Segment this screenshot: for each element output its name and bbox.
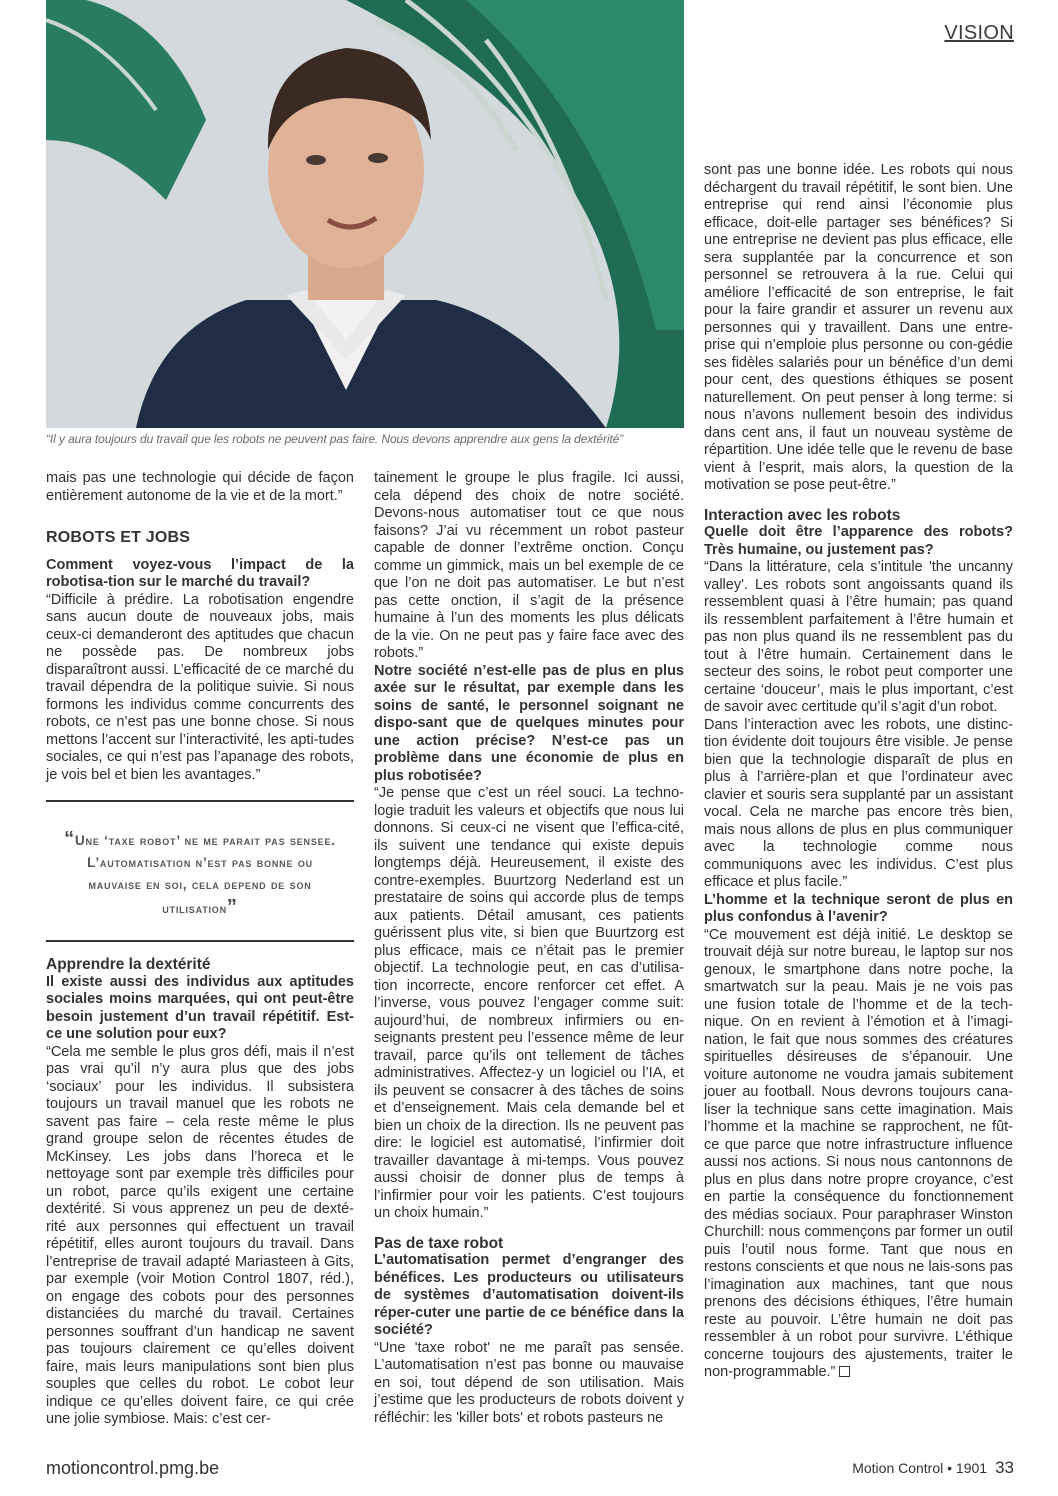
answer: “Une 'taxe robot' ne me paraît pas sensée. L’automatisation n’est pas bonne ou mauvaise en soi, tout dépend de son utilisation. Mais j’estime que les producteurs de robots doivent y réfléchir: les 'killer bots' et robots pasteurs ne xyxy=(374,1339,684,1426)
page-number: 33 xyxy=(995,1458,1014,1477)
page-footer xyxy=(852,1458,1014,1478)
answer: “Cela me semble le plus gros défi, mais il n’est pas vrai qu’il n’y aura plus que des jobs ‘sociaux’ pour les individus. Il subsistera toujours un travail manuel que les robots ne savent pas faire – cela reste même le plus grand groupe selon de récentes études de McKinsey. Les jobs dans l’horeca et le nettoyage sont par exemple très difficiles pour un robot, parce qu’ils exigent une certaine dextérité. Si vous apprenez un peu de dexté-rité aux personnes qui effectuent un travail répétitif, elles auront toujours du travail. Dans l’entreprise de travail adapté Mariasteen à Gits, par exemple (voir Motion Control 1807, réd.), on engage des cobots pour des personnes distanciées du marché du travail. Certaines personnes souffrant d’un handicap ne savent pas toujours clairement ce qu’elles doivent faire, mais leurs manipulations sont bien plus souples que celles du robot. Le cobot leur indique ce qu’elles doivent faire, ce qui crée une jolie symbiose. Mais: c’est cer- xyxy=(46,1043,354,1427)
paragraph: mais pas une technologie qui décide de façon entièrement autonome de la vie et de la mort.” xyxy=(46,470,354,504)
answer: “Difficile à prédire. La robotisation engendre sans aucun doute de nouveaux jobs, mais ceux-ci demanderont des aptitudes que chacun ne possède pas. De nombreux jobs disparaîtront aussi. L’efficacité de ce marché du travail dépendra de la politique suivie. Si nous formons les individus comme concurrents des robots, ce n’est pas une bonne chose. Si nous mettons l’accent sur l’interactivité, les apti-tudes sociales, ce qui n’est pas l’apanage des robots, je vois bel et bien les avantages.” xyxy=(46,591,354,783)
answer: “Dans la littérature, cela s’intitule 'the uncanny valley'. Les robots sont angoissants quand ils ressemblent quasi à l’être humain; pas quand ils ressemblent parfaitement à l’être humain et pas non plus quand ils ne ressemblent pas du tout à l’être humain. Certainement dans le secteur des soins, le robot peut comporter une certaine ‘douceur’, mais le plus important, c’est de savoir avec certitude qu’il s’agit d’un robot. xyxy=(704,559,1013,715)
column-1 xyxy=(46,470,354,1429)
end-mark-icon xyxy=(839,1366,850,1377)
column-3 xyxy=(704,162,1013,1382)
question: Notre société n’est-elle pas de plus en plus axée sur le résultat, par exemple dans les soins de santé, le personnel soignant ne dispo-sant que de quelques minutes pour une action précise? N’est-ce pas un problème dans une économie de plus en plus robotisée? xyxy=(374,662,684,784)
pull-quote xyxy=(46,800,354,942)
section-tag: VISION xyxy=(944,22,1014,44)
pull-quote-text: Une ‘taxe robot’ ne me parait pas sensee. L’automatisation n’est pas bonne ou mauvaise en soi, cela depend de son utilisation xyxy=(74,833,336,916)
column-2 xyxy=(374,470,684,1427)
answer: Dans l’interaction avec les robots, une distinc-tion évidente doit toujours être visible. Je pense bien que la technologie disparaît de plus en plus à l’arrière-plan et que l’ordinateur avec clavier et souris sera supplanté par un assistant vocal. Cela ne marche pas encore très bien, mais nous allons de plus en plus communiquer avec la technologie comme nous communiquons avec les individus. C’est plus efficace et plus facile.” xyxy=(704,716,1013,890)
question: L’automatisation permet d’engranger des bénéfices. Les producteurs ou utilisateurs de systèmes d’automatisation doivent-ils réper-cuter une partie de ce bénéfice dans la société? xyxy=(374,1252,684,1338)
question: Comment voyez-vous l’impact de la robotisa-tion sur le marché du travail? xyxy=(46,556,354,590)
answer-text: “Ce mouvement est déjà initié. Le desktop se trouvait déjà sur notre bureau, le laptop sur nos genoux, le smartphone dans notre poche, la smartwatch sur la peau. Mais je ne vois pas une fusion totale de l’homme et de la tech-nique. On en revient à l’émotion et à l’imagi-nation, le fait que nous sommes des créatures spirituelles désireuses de s’épanouir. Une voiture autonome ne voudra jamais subitement jouer au football. Nous devrons toujours cana-liser la technique sans cette imagination. Mais l’homme et la machine se rapprochent, ne fût-ce que parce que notre infrastructure influence aussi nos actions. Si nous nous cantonnons de plus en plus dans notre propre croyance, c’est en partie la conséquence du fonctionnement des médias sociaux. Pour paraphraser Winston Churchill: nous commençons par former un outil puis l’outil nous forme. Tant que nous en restons conscients et que nous ne lais-sons pas l’imagination aux machines, tant que nous prenons des décisions éthiques, l’être humain reste au pouvoir. L’être humain ne doit pas ressembler à un robot pour survivre. L’éthique concerne toujours des ajustements, traiter le non-programmable.” xyxy=(704,926,1013,1380)
section-heading: ROBOTS ET JOBS xyxy=(46,529,191,546)
portrait-illustration xyxy=(46,0,684,428)
paragraph: tainement le groupe le plus fragile. Ici aussi, cela dépend des choix de notre société. Devons-nous automatiser tout ce que nous faisons? J’ai vu récemment un robot pasteur capable de donner l’extrême onction. Conçu comme un gimmick, mais un bel exemple de ce que l’on ne doit pas automatiser. Le but n’est pas cette onction, il s’agit de la présence humaine à l’un des moments les plus délicats de la vie. On ne peut pas y faire face avec des robots.” xyxy=(374,470,684,661)
question: L’homme et la technique seront de plus en plus confondus à l’avenir? xyxy=(704,891,1013,925)
answer: “Je pense que c’est un réel souci. La techno-logie traduit les valeurs et objectifs que nous lui donnons. Si ceux-ci ne visent que l’effica-cité, ils suivent une tendance qui existe depuis longtemps déjà. Heureusement, il existe des contre-exemples. Buurtzorg Nederland est un prestataire de soins qui accorde plus de temps aux patients. Détail amusant, ces patients guérissent plus vite, si bien que Buurtzorg est plus efficace, mais ce n’était pas le premier objectif. La technologie peut, en cas d’utilisa-tion incorrecte, encore renforcer cet effet. A l’inverse, vous pouvez l’engager comme suit: aujourd’hui, de nombreux infirmiers ou en-seignants prestent peu l’essence même de leur travail, parce qu’ils ont tellement de tâches administratives. Affectez-y un logiciel ou l’IA, et ils peuvent se consacrer à des tâches de soins et d’enseignement. Mais cela demande bel et bien un choix de la direction. Ils ne peuvent pas dire: le logiciel est automatisé, l’infirmier doit travailler davantage à mi-temps. Vous pouvez aussi choisir de donner plus de temps à l’infirmier pour voir les patients. C’est toujours un choix humain.” xyxy=(374,785,684,1221)
subheading: Apprendre la dextérité xyxy=(46,956,211,973)
close-quote-mark: ” xyxy=(226,896,238,918)
open-quote-mark: “ xyxy=(64,828,75,850)
subheading: Pas de taxe robot xyxy=(374,1234,504,1252)
paragraph: sont pas une bonne idée. Les robots qui nous déchargent du travail répétitif, le sont bien. Une entreprise qui rend ainsi l’économie plus efficace, doit-elle partager ses bénéfices? Si une entreprise ne devient pas plus efficace, elle sera supplantée par la concurrence et son personnel se retrouvera à la rue. Celui qui améliore l’efficacité de son entreprise, le fait pour la faire grandir et assurer un revenu aux personnes qui y travaillent. Dans une entre-prise qui n’emploie plus personne ou con-gédie ses fidèles salariés pour un bénéfice d’un demi pour cent, des questions éthiques se posent naturellement. On peut penser à long terme: si nous n’avons nullement besoin des individus dans cent ans, il faut un nouveau système de répartition. Une idée telle que le revenu de base vient à l’esprit, mais alors, la question de la motivation se pose peut-être.” xyxy=(704,162,1013,493)
answer xyxy=(704,927,1013,1382)
portrait-photo xyxy=(46,0,684,428)
subheading: Interaction avec les robots xyxy=(704,506,901,524)
website-link[interactable]: motioncontrol.pmg.be xyxy=(46,1458,220,1478)
question: Il existe aussi des individus aux aptitudes sociales moins marquées, qui ont peut-être besoin justement d’un travail répétitif. Est-ce une solution pour eux? xyxy=(46,973,354,1042)
issue-label: Motion Control • 1901 xyxy=(852,1460,988,1476)
photo-caption: “Il y aura toujours du travail que les robots ne peuvent pas faire. Nous devons apprendre aux gens la dextérité” xyxy=(46,432,624,446)
question: Quelle doit être l’apparence des robots? Très humaine, ou justement pas? xyxy=(704,524,1013,558)
